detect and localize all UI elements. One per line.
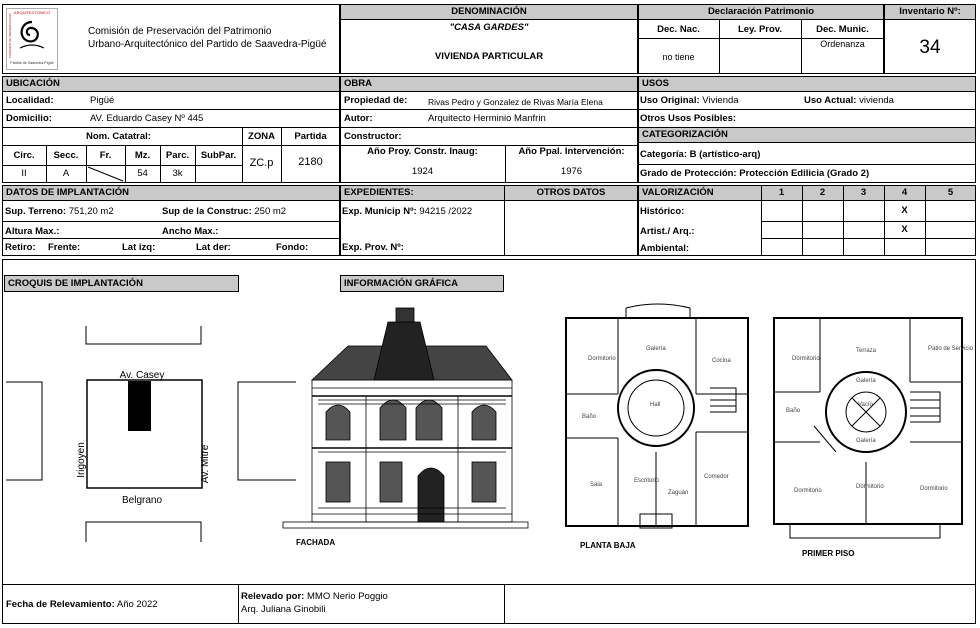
expedientes-header: EXPEDIENTES: xyxy=(340,185,505,201)
localidad-label: Localidad: xyxy=(6,95,54,106)
grafica-header: INFORMACIÓN GRÁFICA xyxy=(340,275,504,292)
altura-max-label: Altura Max.: xyxy=(5,226,60,237)
partida-label: Partida xyxy=(294,131,327,142)
domicilio-value: AV. Eduardo Casey Nº 445 xyxy=(90,113,204,124)
facade-drawing xyxy=(278,300,533,548)
nom-catastral-label: Nom. Catatral: xyxy=(86,131,151,142)
pp-room-bano: Baño xyxy=(786,408,801,414)
lat-der-label: Lat der: xyxy=(196,242,231,253)
dec-munic-label: Dec. Munic. xyxy=(816,24,869,35)
lat-izq-label: Lat izq: xyxy=(122,242,156,253)
val-circ: II xyxy=(21,168,27,179)
usos-header: USOS xyxy=(638,76,976,92)
dec-nac-value: no tiene xyxy=(662,52,695,62)
fraccion-strike xyxy=(86,165,125,183)
sup-construccion: Sup de la Construc: 250 m2 xyxy=(162,206,287,217)
pb-room-galeria: Galería xyxy=(646,346,666,352)
val-col-4: 4 xyxy=(901,187,908,198)
logo-text-top: ARQUITECTONICO xyxy=(13,10,51,15)
autor-label: Autor: xyxy=(344,113,373,124)
val-row-historico: Histórico: xyxy=(640,206,685,217)
val-mz: 54 xyxy=(137,168,148,179)
pb-room-sala: Sala xyxy=(590,482,603,488)
val-mark-historico: X xyxy=(901,205,908,216)
first-floor-plan xyxy=(770,302,974,558)
footer-blank-box xyxy=(504,584,976,624)
val-row-artistico: Artist./ Arq.: xyxy=(640,226,695,237)
building-footprint xyxy=(128,381,151,431)
pb-room-dormitorio: Dormitorio xyxy=(588,356,616,362)
domicilio-label: Domicilio: xyxy=(6,113,52,124)
denominacion-type: VIVIENDA PARTICULAR xyxy=(434,51,544,62)
site-sketch xyxy=(6,310,296,550)
val-col-3: 3 xyxy=(860,187,867,198)
autor-value: Arquitecto Herminio Manfrin xyxy=(428,113,546,124)
inventario-header: Inventario Nº: xyxy=(884,4,976,20)
ground-floor-plan xyxy=(560,302,756,552)
localidad-value: Pigüé xyxy=(90,95,115,106)
dec-nac-label: Dec. Nac. xyxy=(657,24,700,35)
planta-baja-caption: PLANTA BAJA xyxy=(580,541,636,550)
pb-room-comedor: Comedor xyxy=(704,474,729,480)
anio-ppal-value: 1976 xyxy=(560,166,583,177)
ancho-max-label: Ancho Max.: xyxy=(162,226,219,237)
pb-room-cocina: Cocina xyxy=(712,358,731,364)
zona-value: ZC.p xyxy=(249,157,274,169)
exp-municipal: Exp. Municip Nº: 94215 /2022 xyxy=(342,206,473,217)
anio-ppal-label: Año Ppal. Intervención: xyxy=(518,146,625,157)
pp-room-vacio: Vacío xyxy=(858,402,873,408)
valorizacion-header: VALORIZACIÓN xyxy=(638,185,976,201)
otros-usos-label: Otros Usos Posibles: xyxy=(640,113,737,124)
val-col-2: 2 xyxy=(819,187,826,198)
relevado-por: Relevado por: MMO Nerio Poggio xyxy=(241,591,388,602)
pb-room-hall: Hall xyxy=(650,402,661,408)
logo-text-bottom: Partido de Saavedra-Pigüé xyxy=(10,61,54,65)
implantacion-header: DATOS DE IMPLANTACIÓN xyxy=(2,185,340,201)
zona-label: ZONA xyxy=(248,131,275,142)
inventario-number: 34 xyxy=(919,37,941,58)
otros-datos-header: OTROS DATOS xyxy=(504,185,638,201)
pp-room-terraza: Terraza xyxy=(856,348,877,354)
pp-room-dormitorio-4: Dormitorio xyxy=(920,486,948,492)
categorizacion-header: CATEGORIZACIÓN xyxy=(638,127,976,143)
pb-room-escritorio: Escritorio xyxy=(634,478,660,484)
val-parc: 3k xyxy=(172,168,183,179)
val-secc: A xyxy=(62,168,70,179)
col-secc: Secc. xyxy=(53,150,79,161)
val-mark-artistico: X xyxy=(901,224,908,235)
categoria: Categoría: B (artístico-arq) xyxy=(640,149,761,160)
retiro-label: Retiro: xyxy=(5,242,36,253)
constructor-label: Constructor: xyxy=(344,131,402,142)
anio-proy-value: 1924 xyxy=(411,166,434,177)
commission-logo xyxy=(6,8,58,70)
partida-value: 2180 xyxy=(298,156,323,168)
col-circ: Circ. xyxy=(13,150,35,161)
institution-line-2: Urbano-Arquitectónico del Partido de Saavedra-Pigüé xyxy=(88,39,327,50)
pp-room-dormitorio-3: Dormitorio xyxy=(856,484,884,490)
propiedad-value: Rivas Pedro y Gonzalez de Rivas María Elena xyxy=(428,97,603,107)
street-right-label: Av. Mitre xyxy=(200,444,211,484)
declaracion-header: Declaración Patrimonio xyxy=(638,4,884,20)
fecha-relevamiento: Fecha de Relevamiento: Año 2022 xyxy=(6,599,158,610)
sup-terreno: Sup. Terreno: 751,20 m2 xyxy=(5,206,114,217)
uso-original: Uso Original: Vivienda xyxy=(640,95,739,106)
street-bottom-label: Belgrano xyxy=(121,495,163,506)
fondo-label: Fondo: xyxy=(276,242,309,253)
val-row-ambiental: Ambiental: xyxy=(640,243,690,254)
pp-room-dormitorio-1: Dormitorio xyxy=(792,356,820,362)
ubicacion-header: UBICACIÓN xyxy=(2,76,340,92)
exp-provincial-label: Exp. Prov. Nº: xyxy=(342,242,404,253)
croquis-header: CROQUIS DE IMPLANTACIÓN xyxy=(4,275,239,292)
grado-proteccion: Grado de Protección: Protección Edilicia (Grado 2) xyxy=(640,168,870,179)
institution-line-1: Comisión de Preservación del Patrimonio xyxy=(88,26,272,37)
col-mz: Mz. xyxy=(134,150,151,161)
col-subpar: SubPar. xyxy=(200,150,237,161)
relevado-por-2: Arq. Juliana Ginobili xyxy=(241,604,326,615)
col-fr: Fr. xyxy=(99,150,112,161)
denominacion-name: "CASA GARDES" xyxy=(449,22,529,33)
primer-piso-caption: PRIMER PISO xyxy=(802,549,855,558)
anio-proy-label: Año Proy. Constr. Inaug: xyxy=(367,146,478,157)
uso-actual: Uso Actual: vivienda xyxy=(804,95,894,106)
propiedad-label: Propiedad de: xyxy=(344,95,408,106)
pb-room-zaguan: Zaguán xyxy=(668,490,689,496)
fachada-caption: FACHADA xyxy=(296,538,336,547)
ley-prov-label: Ley. Prov. xyxy=(738,24,782,35)
dec-munic-value: Ordenanza xyxy=(820,39,865,49)
pp-room-dormitorio-2: Dormitorio xyxy=(794,488,822,494)
otros-datos-box xyxy=(504,200,638,256)
col-parc: Parc. xyxy=(165,150,190,161)
denominacion-header: DENOMINACIÓN xyxy=(340,4,638,20)
street-left-label: Irigoyen xyxy=(76,442,87,478)
obra-header: OBRA xyxy=(340,76,638,92)
street-top-label: Av. Casey xyxy=(119,370,165,381)
val-col-5: 5 xyxy=(947,187,954,198)
pb-room-bano: Baño xyxy=(582,414,597,420)
frente-label: Frente: xyxy=(48,242,81,253)
pp-room-galeria-2: Galería xyxy=(856,438,876,444)
val-col-1: 1 xyxy=(778,187,785,198)
pp-room-patio: Patio de Servicio xyxy=(928,346,974,352)
logo-text-side: COMISION DE PRESERVACION xyxy=(8,13,12,58)
pp-room-galeria-1: Galería xyxy=(856,378,876,384)
